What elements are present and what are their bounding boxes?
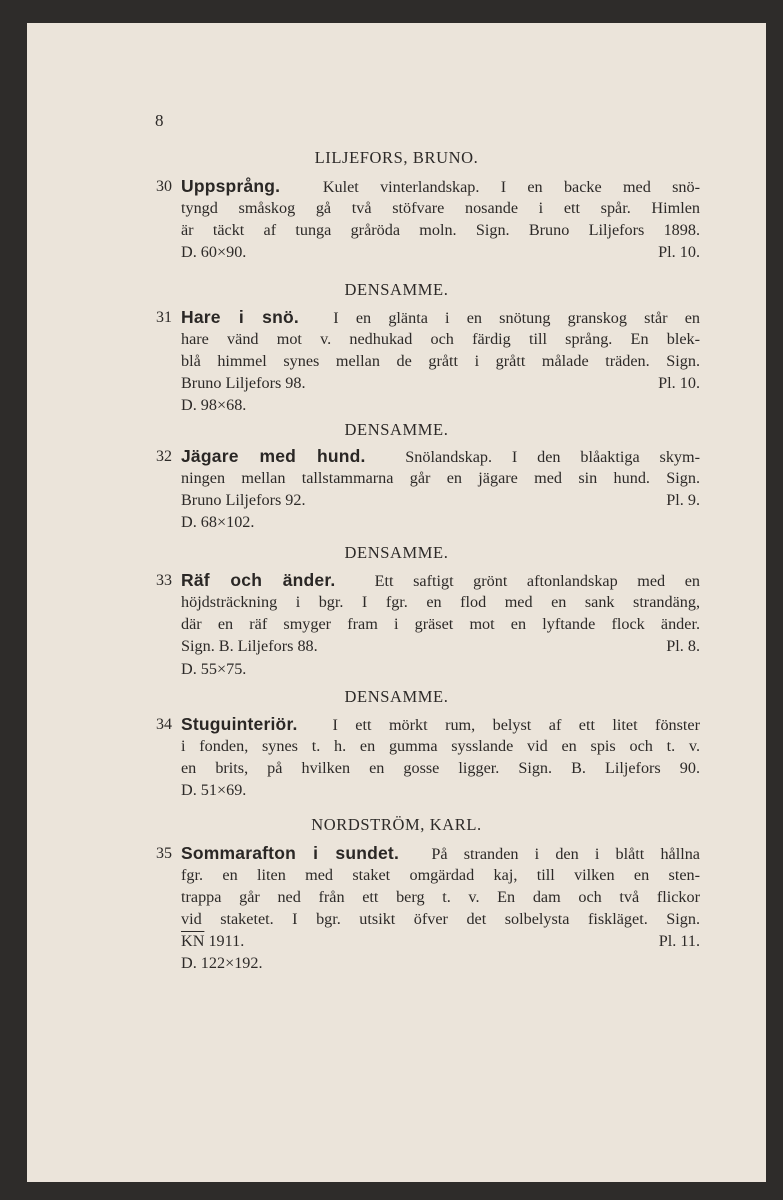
entry-line <box>181 242 700 263</box>
entry-line: höjdsträckning i bgr. I fgr. en flod med en sank strandäng, <box>181 593 700 611</box>
entry-number: 30 <box>156 178 172 195</box>
entry-line <box>181 843 700 864</box>
entry-number: 34 <box>156 716 172 733</box>
entry-number: 31 <box>156 309 172 326</box>
dimensions: D. 122×192. <box>181 954 263 972</box>
entry-title: Räf och änder. <box>181 570 336 590</box>
entry-line: är täckt af tunga gråröda moln. Sign. Bruno Liljefors 1898. <box>181 221 700 239</box>
plate-reference: Pl. 10. <box>658 374 700 392</box>
artist-heading: LILJEFORS, BRUNO. <box>314 148 479 167</box>
dimensions: D. 60×90. <box>181 243 247 261</box>
entry-line: där en räf smyger fram i gräset mot en lyftande flock änder. <box>181 615 700 633</box>
signature-year: 1911. <box>208 932 245 950</box>
dimensions: D. 98×68. <box>181 396 247 414</box>
entry-title: Uppsprång. <box>181 176 281 196</box>
page-number: 8 <box>155 111 164 130</box>
signature <box>181 931 244 952</box>
entry-number: 33 <box>156 572 172 589</box>
catalog-page <box>27 23 766 1182</box>
entry-text: I en glänta i en snötung granskog står en <box>333 309 700 327</box>
entry-title: Jägare med hund. <box>181 446 366 466</box>
dimensions: D. 51×69. <box>181 781 247 799</box>
dimensions: D. 68×102. <box>181 513 255 531</box>
signature: Sign. B. Liljefors 88. <box>181 637 318 655</box>
entry-line <box>181 446 700 467</box>
entry-title: Sommarafton i sundet. <box>181 843 400 863</box>
entry-text: På stranden i den i blått hållna <box>431 845 700 863</box>
entry-number: 35 <box>156 845 172 862</box>
plate-reference: Pl. 9. <box>666 491 700 509</box>
entry-text: Ett saftigt grönt aftonlandskap med en <box>374 572 701 590</box>
signature: Bruno Liljefors 92. <box>181 491 306 509</box>
entry-line <box>181 373 700 394</box>
plate-reference: Pl. 8. <box>666 637 700 655</box>
plate-reference: Pl. 11. <box>658 932 700 950</box>
entry-line: tyngd småskog gå två stöfvare nosande i ett spår. Himlen <box>181 199 700 217</box>
artist-heading: DENSAMME. <box>344 420 449 439</box>
entry-number: 32 <box>156 448 172 465</box>
entry-line: blå himmel synes mellan de grått i grått målade träden. Sign. <box>181 352 700 370</box>
entry-text: I ett mörkt rum, belyst af ett litet fönster <box>332 716 700 734</box>
dimensions: D. 55×75. <box>181 660 247 678</box>
entry-line: en brits, på hvilken en gosse ligger. Sign. B. Liljefors 90. <box>181 759 700 777</box>
signature: Bruno Liljefors 98. <box>181 374 306 392</box>
entry-line <box>181 931 700 952</box>
entry-text: Snölandskap. I den blåaktiga skym- <box>405 448 700 466</box>
entry-text: Kulet vinterlandskap. I en backe med snö- <box>322 178 701 196</box>
artist-heading: NORDSTRÖM, KARL. <box>311 815 482 834</box>
artist-heading: DENSAMME. <box>344 687 449 706</box>
artist-heading: DENSAMME. <box>344 280 449 299</box>
entry-line: vid staketet. I bgr. utsikt öfver det solbelysta fiskläget. Sign. <box>181 910 700 928</box>
entry-title: Stuguinteriör. <box>181 714 298 734</box>
artist-heading: DENSAMME. <box>344 543 449 562</box>
entry-line <box>181 307 700 328</box>
plate-reference: Pl. 10. <box>658 243 700 261</box>
entry-line: fgr. en liten med staket omgärdad kaj, till vilken en sten- <box>181 866 700 884</box>
entry-line: ningen mellan tallstammarna går en jägare med sin hund. Sign. <box>181 469 700 487</box>
entry-line <box>181 714 700 735</box>
entry-title: Hare i snö. <box>181 307 299 327</box>
entry-line <box>181 176 700 197</box>
entry-line: trappa går ned från ett berg t. v. En dam och två flickor <box>181 888 700 906</box>
entry-line <box>181 570 700 591</box>
entry-line: hare vänd mot v. nedhukad och färdig till språng. En blek- <box>181 330 700 348</box>
entry-line <box>181 636 700 657</box>
entry-line <box>181 490 700 511</box>
monogram: $\overline{KN}$ <box>181 932 205 950</box>
entry-line: i fonden, synes t. h. en gumma sysslande vid en spis och t. v. <box>181 737 700 755</box>
